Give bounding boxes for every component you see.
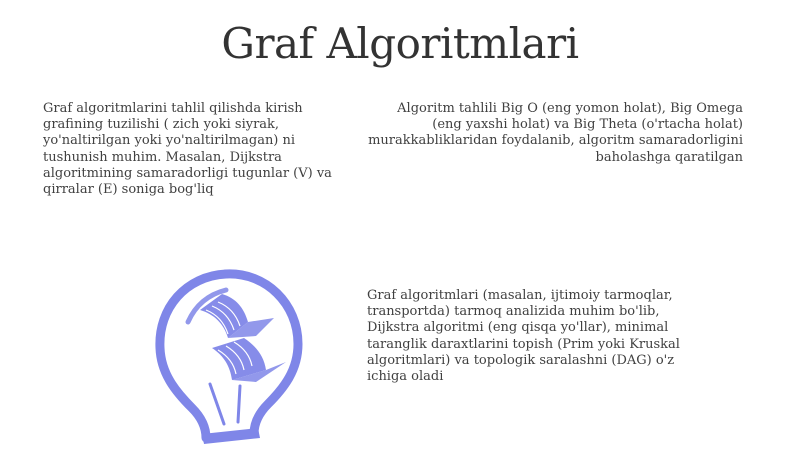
text-block-complexity: Algoritm tahlili Big O (eng yomon holat), Big Omega (eng yaxshi holat) va Big Theta (o'rtacha holat) murakkabliklaridan foydalanib, algoritm samaradorligini baholashga qaratilgan [368,101,743,165]
lightbulb-book-icon [148,252,318,448]
text-block-applications: Graf algoritmlari (masalan, ijtimoiy tarmoqlar, transportda) tarmoq analizida muhim bo'lib, Dijkstra algoritmi (eng qisqa yo'llar), minimal taranglik daraxtlarini topish (Prim yoki Kruskal algoritmlari) va topologik saralashni (DAG) o'z ichiga oladi [367,288,680,385]
text-block-graph-structure: Graf algoritmlarini tahlil qilishda kirish grafining tuzilishi ( zich yoki siyrak, yo'naltirilgan yoki yo'naltirilmagan) ni tushunish muhim. Masalan, Dijkstra algoritmining samaradorligi tugunlar (V) va qirralar (E) soniga bog'liq [43,101,332,198]
slide-title: Graf Algoritmlari [221,19,579,68]
